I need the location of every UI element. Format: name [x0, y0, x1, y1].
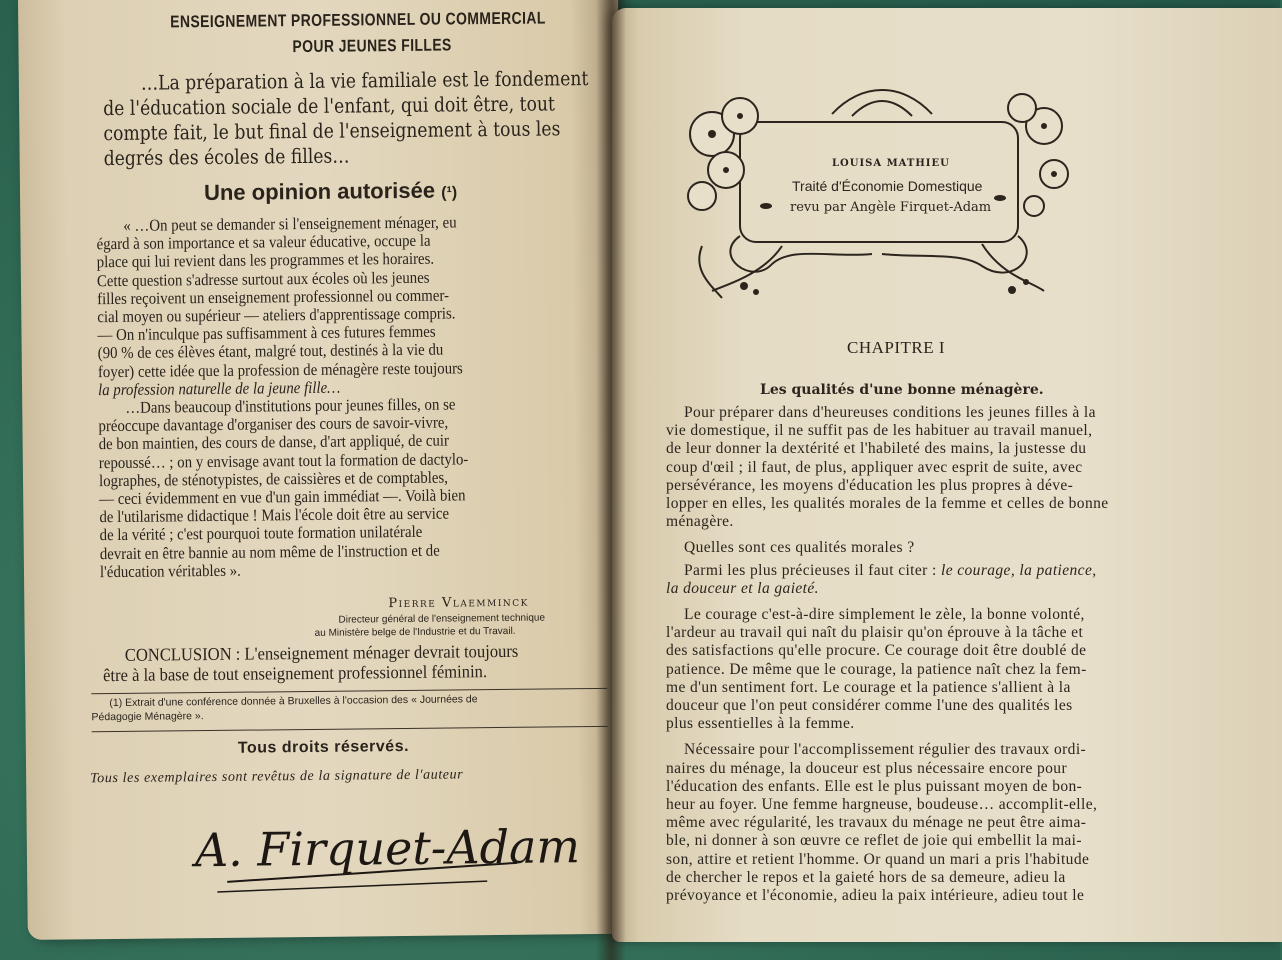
- para1-line: persévérance, les moyens d'éducation les plus propres à déve-: [666, 476, 1074, 494]
- conclusion-text-1: L'enseignement ménager devrait toujours: [244, 640, 519, 664]
- signature-name: Pierre Vlaemminck: [388, 594, 529, 612]
- para3: [666, 606, 1266, 733]
- copies-note: Tous les exemplaires sont revêtus de la signature de l'auteur: [90, 767, 464, 787]
- conclusion-line-2: être à la base de tout enseignement professionnel féminin.: [102, 661, 488, 686]
- para3-line: Le courage c'est-à-dire simplement le zèle, la bonne volonté,: [684, 606, 1085, 624]
- para1-line: lopper en elles, les qualités morales de la femme et celles de bonne: [666, 495, 1109, 513]
- quote-line: cial moyen ou supérieur — ateliers d'apprentissage compris.: [97, 303, 456, 327]
- quote-line: …Dans beaucoup d'institutions pour jeunes filles, on se: [125, 394, 456, 417]
- left-header-line2: POUR JEUNES FILLES: [292, 35, 452, 57]
- left-page: [18, 0, 628, 940]
- chapter-body: [666, 404, 1266, 905]
- footnote-line-2: Pédagogie Ménagère ».: [91, 710, 204, 724]
- handwritten-signature: [186, 801, 581, 905]
- quote-block: [96, 212, 604, 581]
- quote-line: devrait en être bannie au nom même de l'instruction et de: [99, 540, 440, 563]
- para2-start: Parmi les plus précieuses il faut citer :: [684, 561, 941, 579]
- quote-line: de bon maintien, des cours de danse, d'art appliqué, de cuir: [98, 430, 450, 454]
- intro-line-4: degrés des écoles de filles…: [103, 143, 350, 171]
- quote-line: place qui lui revient dans les programmes et les horaires.: [96, 249, 435, 272]
- para3-line: patience. De même que le courage, la patience naît chez la fem-: [666, 660, 1087, 678]
- quote-line: de la vérité ; c'est pourquoi toute formation unilatérale: [99, 522, 423, 545]
- footnote-line-1: (1) Extrait d'une conférence donnée à Bruxelles à l'occasion des « Journées de: [109, 693, 478, 710]
- para4-line: Nécessaire pour l'accomplissement régulier des travaux ordi-: [684, 741, 1087, 759]
- chapter-number: CHAPITRE I: [847, 338, 946, 357]
- opinion-heading: [204, 177, 457, 206]
- para3-line: l'ardeur au travail qui naît du plaisir qu'on éprouve à la tâche et: [666, 624, 1084, 642]
- para1-line: coup d'œil ; il faut, de plus, appliquer avec esprit de suite, avec: [666, 458, 1083, 476]
- quote-line: la profession naturelle de la jeune fille…: [97, 377, 341, 400]
- para1-line: ménagère.: [666, 513, 734, 531]
- ornament-title: Traité d'Économie Domestique: [792, 178, 983, 194]
- quote-line: — ceci évidemment en vue d'un gain immédiat —. Voilà bien: [99, 485, 466, 509]
- quote-line: Cette question s'adresse surtout aux écoles où les jeunes: [96, 267, 430, 290]
- quote-line: l'éducation véritables ».: [99, 560, 241, 582]
- para1-line: vie domestique, il ne suffit pas de les habituer au travail manuel,: [666, 422, 1093, 440]
- rights-reserved: Tous droits réservés.: [237, 737, 410, 757]
- left-header-line1: ENSEIGNEMENT PROFESSIONNEL OU COMMERCIAL: [170, 8, 546, 32]
- quote-line: foyer) cette idée que la profession de ménagère reste toujours: [97, 357, 463, 381]
- chapter-title: Les qualités d'une bonne ménagère.: [760, 382, 1044, 398]
- para4-line: son, attire et retient l'homme. Or quand un mari a pris l'habitude: [666, 850, 1090, 868]
- intro-line-2: de l'éducation sociale de l'enfant, qui doit être, tout: [103, 91, 555, 121]
- question-line: Quelles sont ces qualités morales ?: [684, 539, 915, 557]
- opinion-footnote-mark: (¹): [441, 184, 458, 202]
- para3-line: douceur que l'on peut considérer comme l'une des qualités les: [666, 697, 1073, 715]
- quote-line: repoussé… ; on y envisage avant tout la formation de dactylo-: [98, 448, 469, 472]
- quote-line: — On n'inculque pas suffisamment à ces futures femmes: [97, 321, 436, 345]
- quote-line: filles reçoivent un enseignement professionnel ou commer-: [97, 285, 450, 308]
- quote-line: « …On peut se demander si l'enseignement ménager, eu: [123, 212, 457, 235]
- signature-drawing: [186, 801, 581, 905]
- footnote-rule-bottom: [92, 726, 608, 732]
- quote-line: lographes, de sténotypistes, de caissières et de comptables,: [98, 467, 448, 491]
- intro-line-3: compte fait, le but final de l'enseignement à tous les: [103, 116, 561, 146]
- signature-text: A. Firquet-Adam: [194, 819, 581, 878]
- para4-line: de chercher le repos et la gaieté hors de sa demeure, adieu la: [666, 868, 1066, 886]
- para2-line-1: [666, 562, 1266, 580]
- para3-line: des satisfactions qu'elle procure. Ce courage doit être doublé de: [666, 642, 1087, 660]
- conclusion-label: CONCLUSION :: [124, 643, 241, 665]
- quote-line: (90 % de ces élèves étant, malgré tout, destinés à la vie du: [97, 339, 444, 363]
- para4-line: heur au foyer. Une femme hargneuse, boudeuse… accomplit-elle,: [666, 796, 1098, 814]
- para4-line: naires du ménage, la douceur est plus nécessaire encore pour: [666, 759, 1068, 777]
- right-page: [612, 8, 1282, 942]
- intro-line-1: …La préparation à la vie familiale est le fondement: [140, 66, 589, 95]
- title-ornament: [682, 86, 1072, 306]
- para4-line: ble, ni donner à son œuvre ce reflet de joie qui embellit la mai-: [666, 832, 1082, 850]
- para4-line: prévoyance et l'économie, adieu la paix intérieure, adieu tout le: [666, 887, 1085, 905]
- quote-line: égard à son importance et sa valeur éducative, occupe la: [96, 230, 431, 254]
- para3-line: plus essentielles à la femme.: [666, 715, 855, 733]
- signature-title-2: au Ministère belge de l'Industrie et du Travail.: [314, 625, 516, 639]
- para3-line: me d'un sentiment fort. Le courage et la patience s'allient à la: [666, 678, 1071, 696]
- para1-line: Pour préparer dans d'heureuses conditions les jeunes filles à la: [684, 404, 1096, 421]
- signature-title-1: Directeur général de l'enseignement technique: [338, 612, 546, 626]
- book-gutter: [596, 0, 626, 960]
- quote-line: préoccupe davantage d'organiser des cours de savoir-vivre,: [98, 412, 449, 436]
- para2-line-2: la douceur et la gaieté.: [666, 579, 819, 597]
- para4-line: l'éducation des enfants. Elle est le plus puissant moyen de bon-: [666, 777, 1083, 795]
- para1-line: de leur donner la dextérité et l'habileté des mains, la justesse du: [666, 440, 1087, 458]
- ornament-author: LOUISA MATHIEU: [832, 158, 950, 169]
- floral-frame-icon: [682, 86, 1072, 306]
- opinion-heading-text: Une opinion autorisée: [203, 177, 436, 206]
- quote-line: de l'utilarisme didactique ! Mais l'école doit être au service: [99, 503, 450, 527]
- ornament-reviser: revu par Angèle Firquet-Adam: [790, 200, 992, 215]
- para4-line: même avec régularité, les travaux du ménage ne peut être aima-: [666, 814, 1087, 832]
- para2-italic: le courage, la patience,: [940, 561, 1097, 579]
- para4: [666, 741, 1266, 905]
- footnote-rule: [91, 688, 607, 694]
